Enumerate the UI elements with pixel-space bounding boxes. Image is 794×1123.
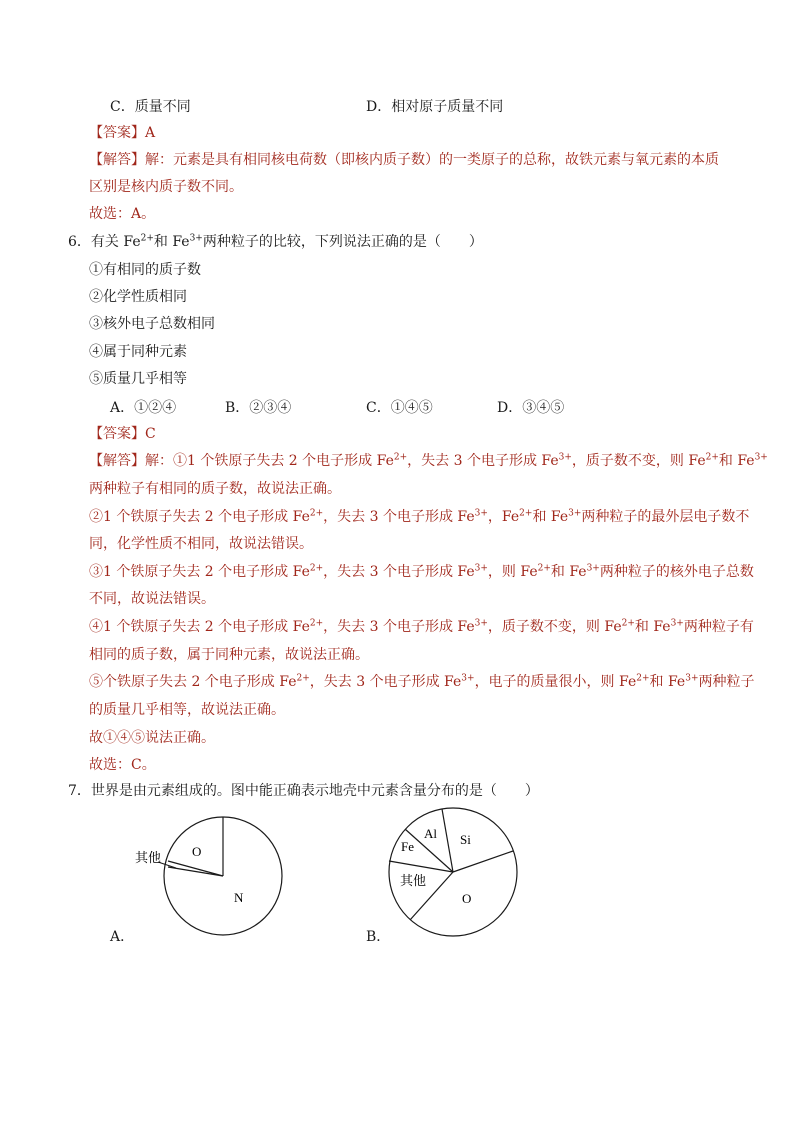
pie-a-label-o: O [192, 844, 202, 859]
q6-analysis-p1-line1: 【解答】解：①1 个铁原子失去 2 个电子形成 $Fe^{2+}$，失去 3 个电子形成 $Fe^{3+}$，质子数不变，则 $Fe^{2+}$和 $Fe^{3+}$ [89, 452, 768, 469]
q6-analysis-p5-line2: 的质量几乎相等，故说法正确。 [89, 702, 285, 718]
pie-b-label-al: Al [424, 826, 437, 841]
pie-b-label-o: O [462, 891, 472, 906]
q7-figure-b-pie [380, 805, 530, 950]
q5-answer: 【答案】A [89, 125, 156, 141]
pie-a-label-n: N [234, 890, 244, 905]
q6-summary: 故①④⑤说法正确。 [89, 730, 215, 746]
q6-option-b: B．②③④ [225, 400, 292, 416]
q7-figure-a-label: A． [110, 929, 135, 945]
q6-analysis-p4-line1: ④1 个铁原子失去 2 个电子形成 $Fe^{2+}$，失去 3 个电子形成 $Fe^{3+}$，质子数不变，则 $Fe^{2+}$和 $Fe^{3+}$两种粒子有 [89, 618, 754, 635]
q6-analysis-p2-line2: 同，化学性质不相同，故说法错误。 [89, 536, 313, 552]
q6-answer: 【答案】C [89, 426, 156, 442]
pie-b-label-other: 其他 [400, 873, 427, 888]
q6-analysis-p2-line1: ②1 个铁原子失去 2 个电子形成 $Fe^{2+}$，失去 3 个电子形成 $Fe^{3+}$，$Fe^{2+}$和 $Fe^{3+}$两种粒子的最外层电子数不 [89, 508, 750, 525]
pie-a-label-other: 其他 [135, 850, 162, 865]
pie-b-divider-o-si [453, 851, 513, 872]
q6-statement-1: ①有相同的质子数 [89, 262, 201, 278]
q6-statement-5: ⑤质量几乎相等 [89, 371, 187, 387]
q7-figure-b-label: B． [366, 929, 391, 945]
q5-analysis-line1: 【解答】解：元素是具有相同核电荷数（即核内质子数）的一类原子的总称，故铁元素与氧元素的本质 [89, 152, 719, 168]
q6-statement-3: ③核外电子总数相同 [89, 316, 215, 332]
pie-b-label-si: Si [460, 832, 471, 847]
q6-analysis-p3-line1: ③1 个铁原子失去 2 个电子形成 $Fe^{2+}$，失去 3 个电子形成 $Fe^{3+}$，则 $Fe^{2+}$和 $Fe^{3+}$两种粒子的核外电子总数 [89, 563, 754, 580]
pie-b-divider-si-al [442, 809, 453, 872]
q6-option-c: C．①④⑤ [366, 400, 433, 416]
pie-b-label-fe: Fe [401, 839, 414, 854]
q6-analysis-p1-line2: 两种粒子有相同的质子数，故说法正确。 [89, 481, 341, 497]
q7-stem: 7．世界是由元素组成的。图中能正确表示地壳中元素含量分布的是（ ） [68, 783, 539, 799]
q5-option-d: D．相对原子质量不同 [366, 99, 504, 115]
q5-option-c: C．质量不同 [110, 99, 191, 115]
q7-figure-a-pie [130, 810, 330, 945]
q6-conclusion: 故选：C。 [89, 757, 156, 773]
q5-analysis-line2: 区别是核内质子数不同。 [89, 179, 243, 195]
q6-analysis-p4-line2: 相同的质子数，属于同种元素，故说法正确。 [89, 647, 369, 663]
q6-option-d: D．③④⑤ [497, 400, 565, 416]
q6-analysis-p3-line2: 不同，故说法错误。 [89, 591, 215, 607]
q5-conclusion: 故选：A。 [89, 206, 156, 222]
q6-analysis-p5-line1: ⑤个铁原子失去 2 个电子形成 $Fe^{2+}$，失去 3 个电子形成 $Fe^{3+}$，电子的质量很小，则 $Fe^{2+}$和 $Fe^{3+}$两种粒子 [89, 673, 755, 690]
q6-statement-4: ④属于同种元素 [89, 344, 187, 360]
q6-option-a: A．①②④ [110, 400, 177, 416]
q6-statement-2: ②化学性质相同 [89, 289, 187, 305]
q6-stem: 6．有关 $Fe^{2+}$和 $Fe^{3+}$两种粒子的比较，下列说法正确的是（ ） [68, 233, 483, 250]
